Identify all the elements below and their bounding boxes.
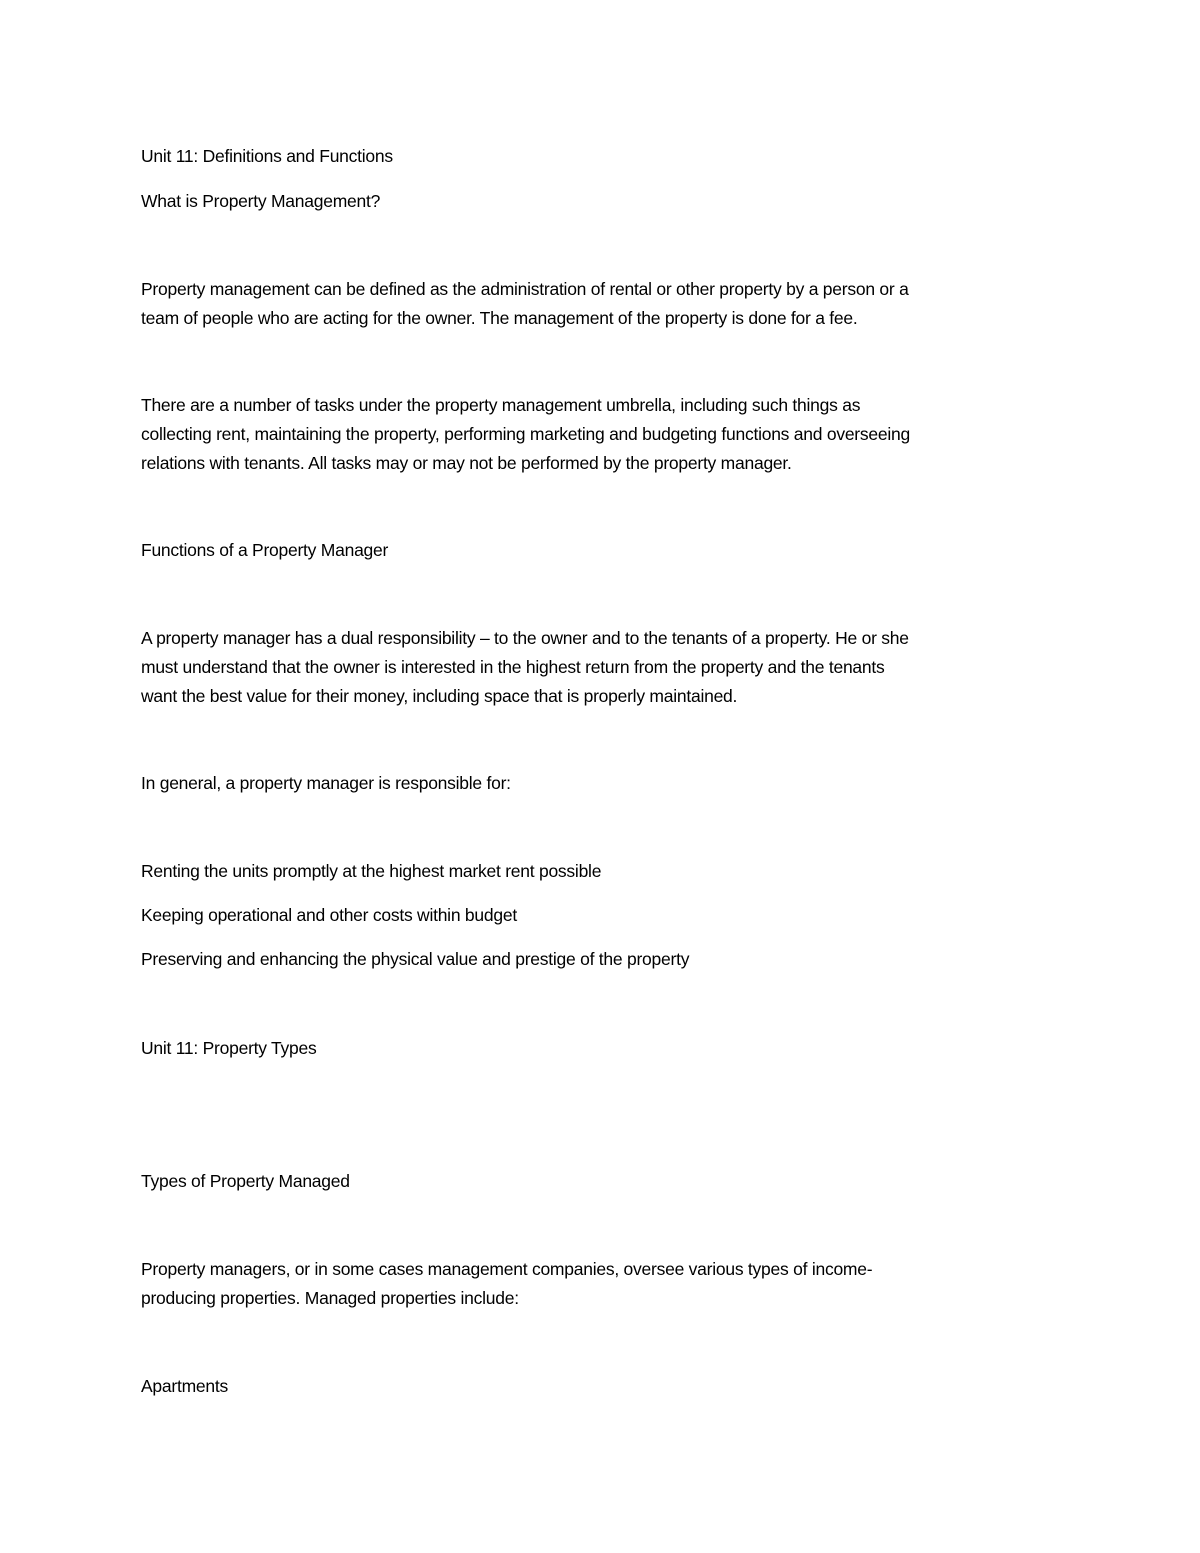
paragraph-line: must understand that the owner is interested in the highest return from the property and the tenants — [141, 657, 885, 677]
paragraph-line: collecting rent, maintaining the property, performing marketing and budgeting functions and overseeing — [141, 424, 910, 444]
paragraph-line: Property managers, or in some cases management companies, oversee various types of income- — [141, 1259, 873, 1279]
paragraph-line: Property management can be defined as the administration of rental or other property by a person or a — [141, 279, 909, 299]
subheading: Types of Property Managed — [141, 1171, 350, 1191]
paragraph-line: There are a number of tasks under the property management umbrella, including such things as — [141, 395, 861, 415]
paragraph-line: team of people who are acting for the owner. The management of the property is done for a fee. — [141, 308, 858, 328]
subheading: What is Property Management? — [141, 191, 381, 211]
list-item: Preserving and enhancing the physical value and prestige of the property — [141, 949, 690, 969]
list-item: Keeping operational and other costs within budget — [141, 905, 517, 925]
section-heading: Unit 11: Definitions and Functions — [141, 146, 393, 166]
list-item: Renting the units promptly at the highest market rent possible — [141, 861, 602, 881]
paragraph-line: A property manager has a dual responsibility – to the owner and to the tenants of a property. He or she — [141, 628, 909, 648]
paragraph-line: producing properties. Managed properties include: — [141, 1288, 519, 1308]
subheading: Functions of a Property Manager — [141, 540, 389, 560]
section-heading: Unit 11: Property Types — [141, 1038, 317, 1058]
paragraph-line: want the best value for their money, including space that is properly maintained. — [141, 686, 738, 706]
list-intro: In general, a property manager is responsible for: — [141, 773, 511, 793]
list-item: Apartments — [141, 1376, 228, 1396]
paragraph-line: relations with tenants. All tasks may or may not be performed by the property manager. — [141, 453, 792, 473]
